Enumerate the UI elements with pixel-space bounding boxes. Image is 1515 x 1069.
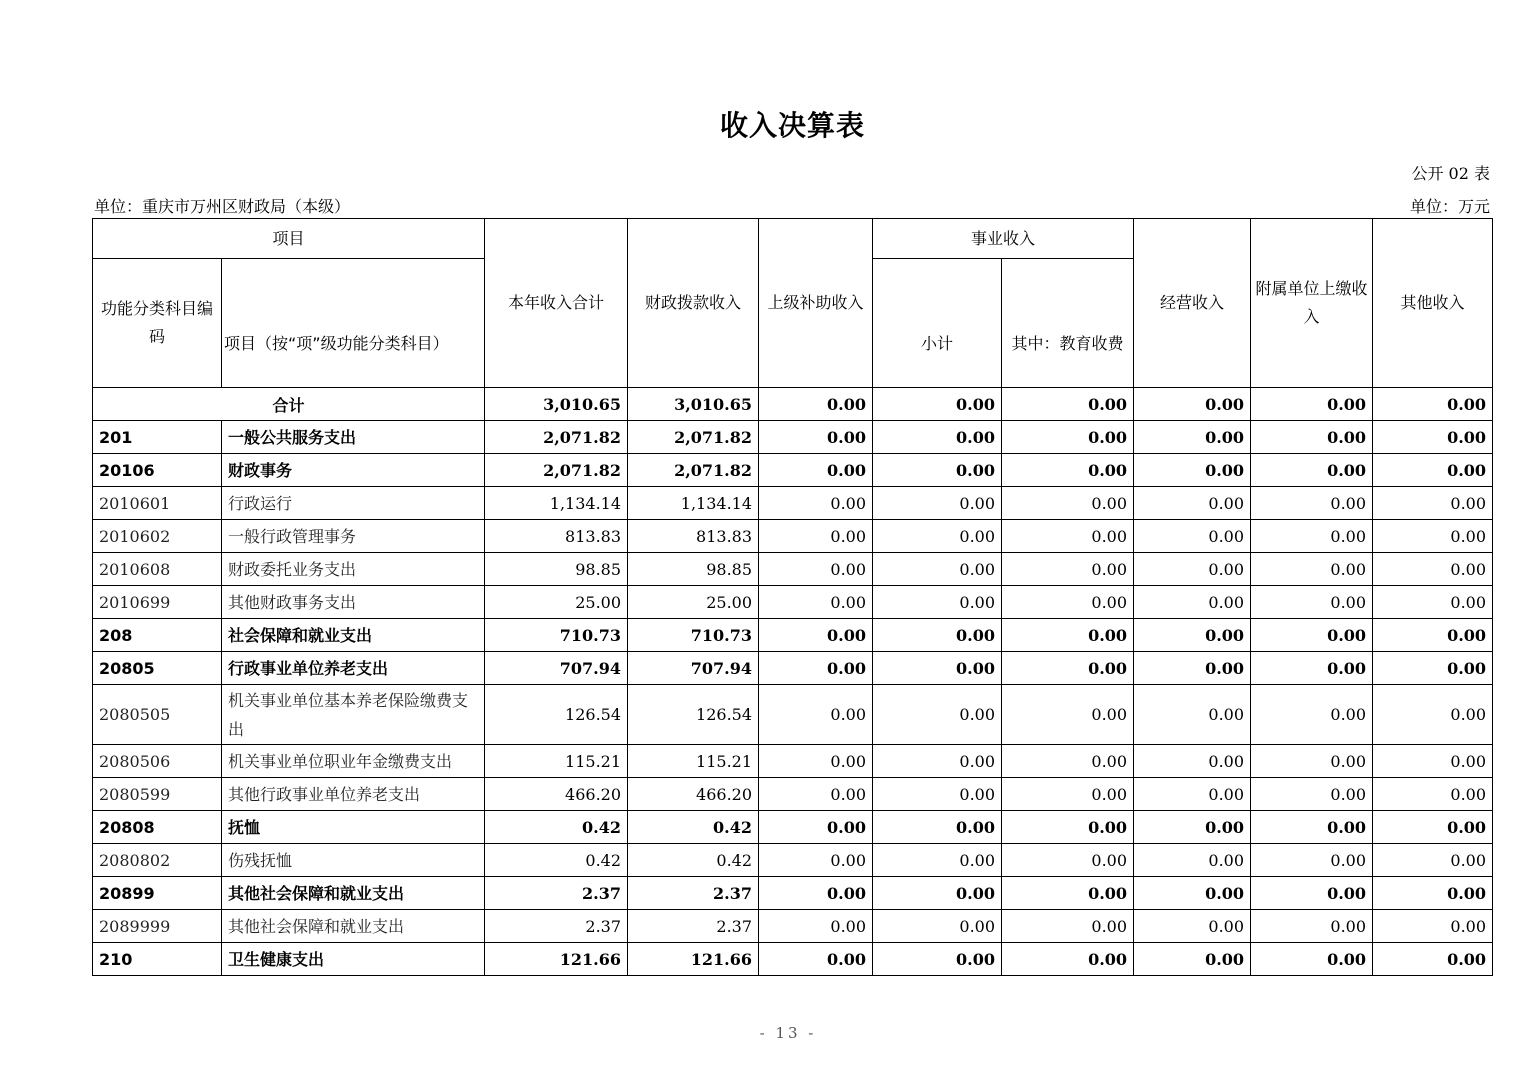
row-value: 0.00 (873, 487, 1002, 520)
row-code: 2080506 (93, 745, 222, 778)
total-value: 0.00 (1373, 388, 1493, 421)
row-name: 机关事业单位基本养老保险缴费支出 (222, 685, 485, 745)
row-value: 466.20 (485, 778, 628, 811)
row-value: 0.00 (1002, 652, 1134, 685)
row-value: 0.00 (1251, 586, 1373, 619)
row-value: 0.00 (1002, 943, 1134, 976)
row-value: 0.00 (1134, 844, 1251, 877)
row-value: 121.66 (628, 943, 759, 976)
table-row (93, 619, 1493, 652)
row-value: 0.00 (759, 553, 873, 586)
row-name: 其他行政事业单位养老支出 (222, 778, 485, 811)
row-value: 0.00 (1373, 844, 1493, 877)
row-value: 0.00 (1134, 910, 1251, 943)
row-value: 2.37 (628, 910, 759, 943)
row-value: 0.00 (1373, 745, 1493, 778)
row-value: 0.00 (873, 652, 1002, 685)
row-code: 20805 (93, 652, 222, 685)
row-value: 0.00 (1134, 520, 1251, 553)
row-value: 0.00 (873, 454, 1002, 487)
reporting-unit: 单位：重庆市万州区财政局（本级） (94, 197, 351, 216)
row-value: 710.73 (485, 619, 628, 652)
row-value: 0.00 (1134, 586, 1251, 619)
row-value: 0.00 (759, 910, 873, 943)
row-value: 2,071.82 (628, 454, 759, 487)
row-name: 抚恤 (222, 811, 485, 844)
header-other: 其他收入 (1373, 219, 1493, 388)
income-table (92, 218, 1493, 976)
row-value: 0.42 (628, 811, 759, 844)
row-name: 财政事务 (222, 454, 485, 487)
table-row (93, 421, 1493, 454)
row-value: 0.00 (1134, 685, 1251, 745)
row-value: 0.00 (759, 943, 873, 976)
row-value: 0.00 (873, 943, 1002, 976)
row-value: 0.00 (1251, 487, 1373, 520)
header-subtotal: 小计 (873, 259, 1002, 388)
row-value: 0.00 (759, 487, 873, 520)
header-fiscal: 财政拨款收入 (628, 219, 759, 388)
header-edu-fee: 其中：教育收费 (1002, 259, 1134, 388)
row-value: 25.00 (628, 586, 759, 619)
row-value: 0.00 (1373, 652, 1493, 685)
row-value: 0.00 (759, 421, 873, 454)
row-value: 0.00 (759, 619, 873, 652)
row-value: 0.00 (1373, 487, 1493, 520)
table-row (93, 811, 1493, 844)
table-row (93, 844, 1493, 877)
total-value: 3,010.65 (628, 388, 759, 421)
row-value: 0.00 (1373, 520, 1493, 553)
row-value: 0.00 (1134, 745, 1251, 778)
table-row (93, 943, 1493, 976)
row-value: 121.66 (485, 943, 628, 976)
row-code: 201 (93, 421, 222, 454)
row-value: 0.00 (759, 811, 873, 844)
row-value: 0.00 (1251, 910, 1373, 943)
row-value: 0.00 (759, 652, 873, 685)
row-value: 0.00 (1002, 586, 1134, 619)
row-value: 0.00 (1134, 778, 1251, 811)
header-affiliate: 附属单位上缴收入 (1251, 219, 1373, 388)
row-value: 0.00 (1002, 454, 1134, 487)
row-name: 一般行政管理事务 (222, 520, 485, 553)
row-value: 0.00 (1002, 910, 1134, 943)
row-name: 卫生健康支出 (222, 943, 485, 976)
currency-unit: 单位：万元 (1409, 197, 1490, 216)
row-value: 0.00 (1251, 652, 1373, 685)
row-value: 0.00 (1134, 877, 1251, 910)
row-value: 0.00 (1251, 619, 1373, 652)
header-func-code: 功能分类科目编码 (93, 259, 222, 388)
row-code: 20899 (93, 877, 222, 910)
row-code: 2089999 (93, 910, 222, 943)
row-value: 0.00 (873, 811, 1002, 844)
row-value: 813.83 (628, 520, 759, 553)
row-value: 0.00 (873, 778, 1002, 811)
row-value: 0.00 (1251, 811, 1373, 844)
total-value: 0.00 (759, 388, 873, 421)
row-name: 机关事业单位职业年金缴费支出 (222, 745, 485, 778)
row-value: 0.00 (1251, 877, 1373, 910)
table-row (93, 586, 1493, 619)
row-value: 0.00 (1002, 685, 1134, 745)
row-name: 其他社会保障和就业支出 (222, 910, 485, 943)
row-value: 0.00 (1373, 553, 1493, 586)
row-value: 0.00 (1251, 520, 1373, 553)
row-value: 98.85 (485, 553, 628, 586)
table-row (93, 487, 1493, 520)
row-value: 0.00 (1134, 553, 1251, 586)
row-name: 其他社会保障和就业支出 (222, 877, 485, 910)
row-value: 0.00 (1373, 586, 1493, 619)
row-code: 20808 (93, 811, 222, 844)
total-value: 0.00 (1251, 388, 1373, 421)
row-value: 0.00 (759, 745, 873, 778)
row-value: 0.00 (759, 586, 873, 619)
row-value: 0.00 (759, 454, 873, 487)
row-value: 0.00 (1002, 745, 1134, 778)
row-value: 126.54 (485, 685, 628, 745)
row-value: 0.42 (485, 844, 628, 877)
row-value: 0.00 (873, 553, 1002, 586)
row-value: 0.00 (1251, 454, 1373, 487)
row-value: 0.00 (1002, 553, 1134, 586)
row-value: 1,134.14 (628, 487, 759, 520)
row-value: 0.00 (1002, 487, 1134, 520)
row-value: 707.94 (628, 652, 759, 685)
row-value: 0.00 (1373, 421, 1493, 454)
row-value: 466.20 (628, 778, 759, 811)
row-value: 0.00 (873, 421, 1002, 454)
header-project: 项目 (93, 219, 485, 259)
row-value: 0.00 (1251, 844, 1373, 877)
row-value: 0.00 (1373, 778, 1493, 811)
table-row (93, 454, 1493, 487)
row-code: 2010601 (93, 487, 222, 520)
row-value: 0.00 (873, 877, 1002, 910)
row-value: 0.00 (1373, 454, 1493, 487)
page-title: 收入决算表 (719, 109, 865, 142)
row-value: 25.00 (485, 586, 628, 619)
row-value: 2,071.82 (485, 454, 628, 487)
table-row (93, 685, 1493, 745)
table-row (93, 877, 1493, 910)
total-value: 0.00 (1134, 388, 1251, 421)
header-business-income: 事业收入 (873, 219, 1134, 259)
row-value: 0.00 (1251, 685, 1373, 745)
row-code: 208 (93, 619, 222, 652)
row-value: 0.00 (1251, 778, 1373, 811)
row-value: 0.00 (1002, 844, 1134, 877)
row-value: 2.37 (628, 877, 759, 910)
row-value: 0.00 (873, 685, 1002, 745)
row-value: 0.00 (1251, 943, 1373, 976)
row-value: 126.54 (628, 685, 759, 745)
form-code: 公开 02 表 (1411, 164, 1490, 183)
row-code: 210 (93, 943, 222, 976)
row-value: 0.00 (1002, 421, 1134, 454)
row-value: 115.21 (628, 745, 759, 778)
row-value: 0.00 (759, 685, 873, 745)
row-value: 813.83 (485, 520, 628, 553)
row-code: 2010699 (93, 586, 222, 619)
row-value: 0.00 (759, 844, 873, 877)
row-name: 行政运行 (222, 487, 485, 520)
table-row (93, 778, 1493, 811)
total-row (93, 388, 1493, 421)
row-value: 0.00 (1373, 910, 1493, 943)
row-value: 0.00 (873, 745, 1002, 778)
row-value: 0.00 (1373, 619, 1493, 652)
row-name: 其他财政事务支出 (222, 586, 485, 619)
row-code: 2080802 (93, 844, 222, 877)
table-row (93, 745, 1493, 778)
row-value: 2.37 (485, 910, 628, 943)
row-value: 0.00 (873, 619, 1002, 652)
row-name: 社会保障和就业支出 (222, 619, 485, 652)
row-value: 0.00 (1373, 811, 1493, 844)
row-name: 一般公共服务支出 (222, 421, 485, 454)
row-value: 0.00 (1134, 454, 1251, 487)
row-value: 0.00 (1002, 778, 1134, 811)
total-label: 合计 (93, 388, 485, 421)
row-code: 2080505 (93, 685, 222, 745)
row-value: 710.73 (628, 619, 759, 652)
table-row (93, 910, 1493, 943)
row-value: 0.42 (485, 811, 628, 844)
row-value: 2,071.82 (628, 421, 759, 454)
row-value: 0.00 (1134, 421, 1251, 454)
row-value: 0.42 (628, 844, 759, 877)
row-name: 行政事业单位养老支出 (222, 652, 485, 685)
row-value: 2.37 (485, 877, 628, 910)
row-value: 1,134.14 (485, 487, 628, 520)
table-row (93, 652, 1493, 685)
total-value: 0.00 (1002, 388, 1134, 421)
row-value: 0.00 (1134, 943, 1251, 976)
row-value: 0.00 (873, 844, 1002, 877)
table-row (93, 520, 1493, 553)
total-value: 3,010.65 (485, 388, 628, 421)
row-value: 0.00 (1002, 619, 1134, 652)
row-value: 0.00 (1251, 745, 1373, 778)
row-value: 2,071.82 (485, 421, 628, 454)
row-value: 0.00 (873, 910, 1002, 943)
row-value: 0.00 (873, 520, 1002, 553)
row-value: 0.00 (1134, 487, 1251, 520)
row-name: 伤残抚恤 (222, 844, 485, 877)
row-value: 0.00 (759, 877, 873, 910)
row-code: 20106 (93, 454, 222, 487)
header-total-income: 本年收入合计 (485, 219, 628, 388)
row-value: 0.00 (873, 586, 1002, 619)
row-name: 财政委托业务支出 (222, 553, 485, 586)
row-value: 0.00 (1002, 811, 1134, 844)
row-value: 707.94 (485, 652, 628, 685)
row-value: 0.00 (1134, 811, 1251, 844)
header-item-name: 项目（按“项”级功能分类科目） (222, 259, 485, 388)
row-value: 0.00 (1373, 685, 1493, 745)
row-value: 0.00 (1373, 943, 1493, 976)
page-number: - 13 - (759, 1024, 817, 1042)
header-superior: 上级补助收入 (759, 219, 873, 388)
row-value: 0.00 (1002, 877, 1134, 910)
row-value: 0.00 (1134, 619, 1251, 652)
row-value: 0.00 (759, 520, 873, 553)
row-code: 2010602 (93, 520, 222, 553)
row-value: 115.21 (485, 745, 628, 778)
total-value: 0.00 (873, 388, 1002, 421)
row-value: 0.00 (1134, 652, 1251, 685)
row-value: 0.00 (1373, 877, 1493, 910)
row-value: 98.85 (628, 553, 759, 586)
row-value: 0.00 (759, 778, 873, 811)
header-operating: 经营收入 (1134, 219, 1251, 388)
row-value: 0.00 (1251, 421, 1373, 454)
row-value: 0.00 (1002, 520, 1134, 553)
table-row (93, 553, 1493, 586)
row-code: 2080599 (93, 778, 222, 811)
row-value: 0.00 (1251, 553, 1373, 586)
row-code: 2010608 (93, 553, 222, 586)
